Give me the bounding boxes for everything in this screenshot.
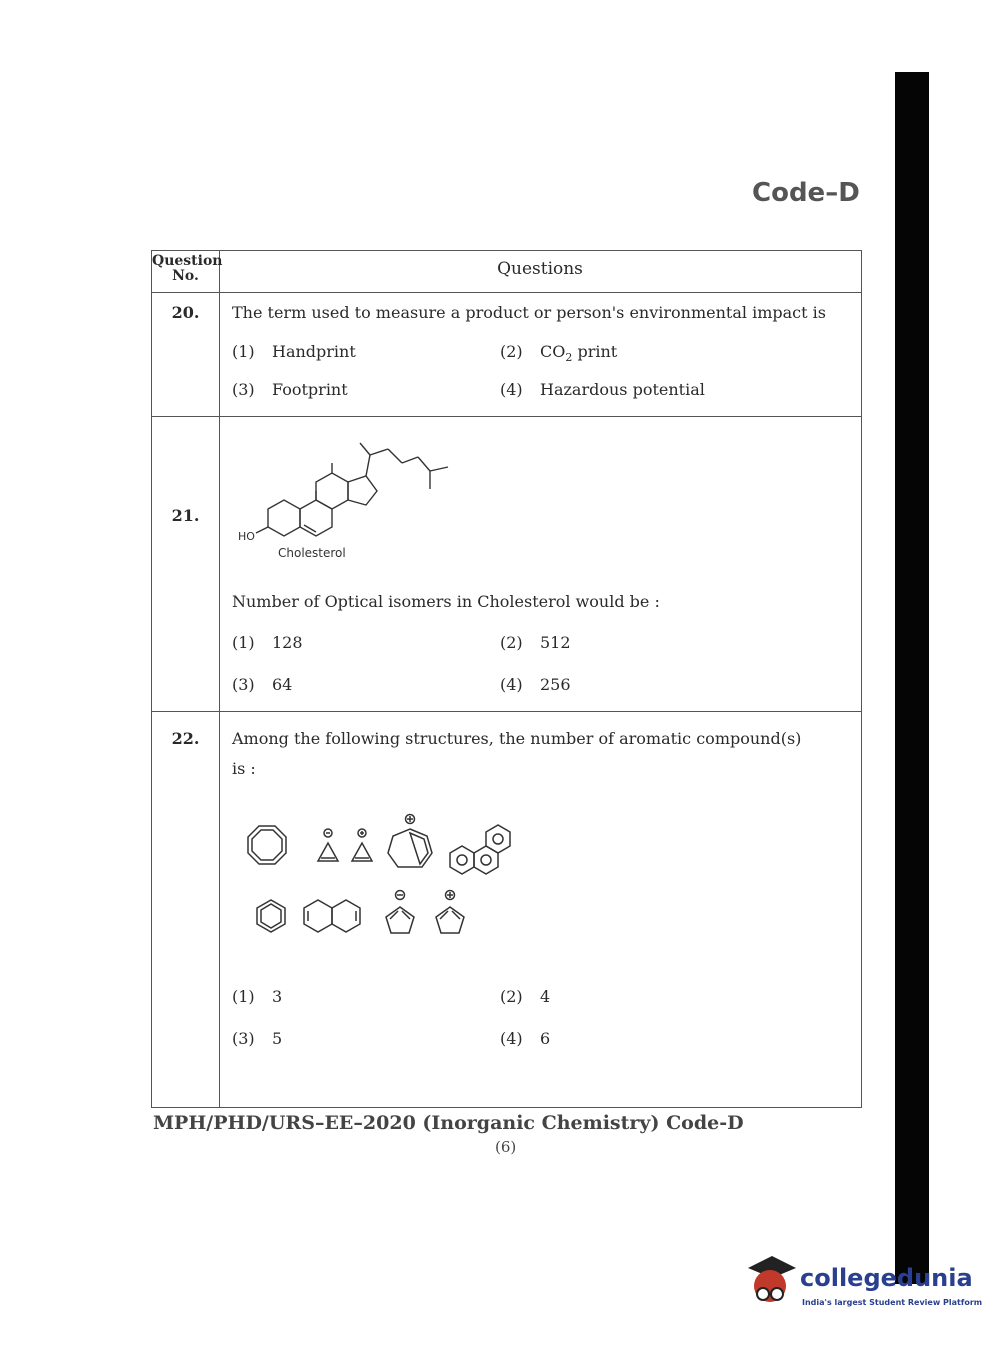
aromatic-structures: [232, 811, 542, 956]
scan-edge-bar: [895, 72, 929, 1284]
question-22-text-line2: is :: [232, 759, 256, 778]
option-number: (4): [500, 1029, 523, 1048]
option-number: (3): [232, 675, 255, 694]
header-question-no-line2: No.: [172, 268, 199, 284]
question-22-option-2: [500, 987, 550, 1006]
option-number: (2): [500, 342, 523, 361]
question-table: [151, 250, 862, 1108]
question-22-text-line1: Among the following structures, the number of aromatic compound(s): [232, 729, 802, 748]
header-question-no: [152, 253, 223, 284]
option-text-suffix: print: [572, 342, 618, 361]
option-text: 64: [272, 675, 293, 694]
column-divider: [219, 251, 220, 1107]
header-divider: [152, 292, 861, 293]
paper-code: Code–D: [752, 178, 860, 208]
mascot-icon: [742, 1246, 800, 1316]
question-20-option-4: [500, 380, 705, 399]
option-text: 256: [540, 675, 571, 694]
page-number: (6): [495, 1138, 517, 1156]
option-text: Handprint: [272, 342, 356, 361]
option-number: (1): [232, 987, 255, 1006]
option-text: CO: [540, 342, 566, 361]
row-divider-21: [152, 711, 861, 712]
option-subscript: 2: [565, 351, 573, 365]
option-text: 128: [272, 633, 303, 652]
option-number: (2): [500, 633, 523, 652]
question-21-option-3: [232, 675, 292, 694]
option-text: 3: [272, 987, 283, 1006]
question-21-text: Number of Optical isomers in Cholesterol would be :: [232, 592, 660, 611]
option-number: (2): [500, 987, 523, 1006]
question-21-option-4: [500, 675, 571, 694]
question-21-option-1: [232, 633, 303, 652]
option-number: (4): [500, 675, 523, 694]
cholesterol-label: Cholesterol: [278, 546, 346, 560]
row-divider-20: [152, 416, 861, 417]
option-number: (1): [232, 342, 255, 361]
option-text: 4: [540, 987, 551, 1006]
question-20-option-3: [232, 380, 348, 399]
logo-wordmark: collegedunia: [800, 1264, 973, 1292]
question-21-option-2: [500, 633, 571, 652]
option-number: (3): [232, 1029, 255, 1048]
question-22-option-1: [232, 987, 282, 1006]
question-20-number: 20.: [171, 303, 200, 322]
question-21-number: 21.: [171, 506, 200, 525]
header-questions: Questions: [497, 259, 583, 279]
question-22-option-3: [232, 1029, 282, 1048]
collegedunia-logo[interactable]: [742, 1246, 982, 1316]
option-number: (3): [232, 380, 255, 399]
option-text: 512: [540, 633, 571, 652]
paper-footer: MPH/PHD/URS–EE–2020 (Inorganic Chemistry) Code-D: [153, 1112, 744, 1134]
cholesterol-structure: [232, 431, 462, 561]
option-text: 5: [272, 1029, 283, 1048]
question-20-option-1: [232, 342, 356, 361]
option-text: Footprint: [272, 380, 348, 399]
option-text: Hazardous potential: [540, 380, 705, 399]
question-22-number: 22.: [171, 729, 200, 748]
logo-tagline: India's largest Student Review Platform: [802, 1298, 983, 1307]
option-number: (4): [500, 380, 523, 399]
question-20-text: The term used to measure a product or person's environmental impact is: [232, 303, 826, 322]
hydroxyl-label: HO: [238, 530, 255, 543]
question-20-option-2: [500, 342, 617, 364]
header-question-no-line1: Question: [152, 253, 223, 269]
option-number: (1): [232, 633, 255, 652]
question-22-option-4: [500, 1029, 550, 1048]
option-text: 6: [540, 1029, 551, 1048]
